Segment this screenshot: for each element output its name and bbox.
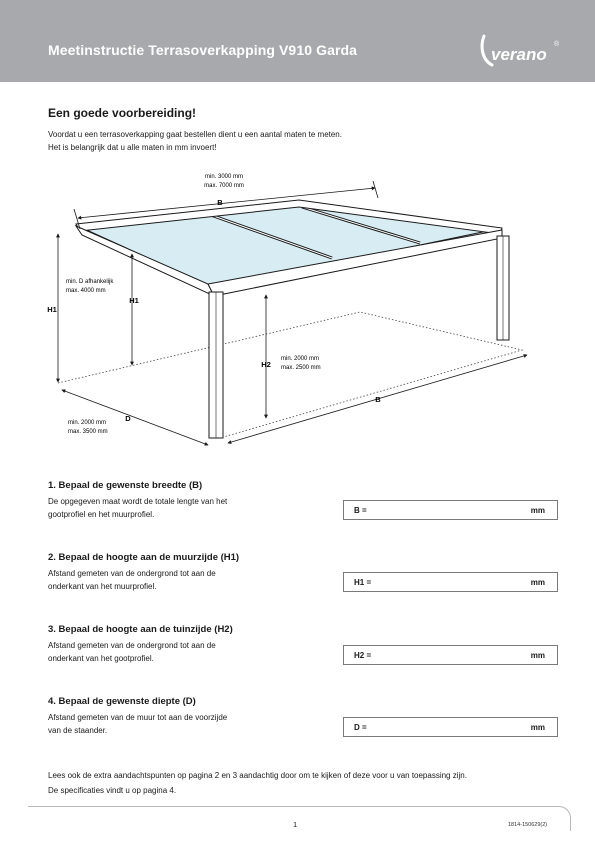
step-description	[48, 639, 288, 665]
step-line: van de staander.	[48, 726, 108, 735]
step-line: De opgegeven maat wordt de totale lengte van het	[48, 497, 228, 506]
width-b-field[interactable]	[343, 500, 558, 520]
field-label: H1 =	[354, 578, 372, 587]
step-title: 3. Bepaal de hoogte aan de tuinzijde (H2)	[48, 624, 233, 635]
step-line: gootprofiel en het muurprofiel.	[48, 510, 155, 519]
dim-label-b: B	[217, 198, 223, 207]
field-label: B =	[354, 506, 367, 515]
height-h2-field[interactable]	[343, 645, 558, 665]
step-description	[48, 495, 288, 521]
field-unit: mm	[530, 723, 545, 732]
canopy-drawing	[0, 160, 595, 460]
intro-line: Het is belangrijk dat u alle maten in mm invoert!	[48, 143, 217, 152]
h2-min: min. 2000 mm	[281, 356, 320, 362]
intro-line: Voordat u een terrasoverkapping gaat bestellen dient u een aantal maten te meten.	[48, 130, 342, 139]
dim-label-h1-outer: H1	[47, 305, 57, 314]
field-unit: mm	[530, 578, 545, 587]
additional-note	[48, 768, 467, 798]
section-title: Een goede voorbereiding!	[48, 106, 197, 120]
field-unit: mm	[530, 506, 545, 515]
step-line: Afstand gemeten van de ondergrond tot aan de	[48, 569, 216, 578]
field-label: D =	[354, 723, 367, 732]
intro-text	[48, 128, 342, 154]
dim-label-b-bottom: B	[375, 395, 381, 404]
dim-label-d: D	[125, 414, 131, 423]
page-header	[0, 0, 595, 82]
field-label: H2 =	[354, 651, 372, 660]
dim-b-min: min. 3000 mm	[204, 174, 244, 180]
d-min: min. 2000 mm	[68, 420, 107, 426]
dim-label-h2: H2	[261, 360, 271, 369]
height-h1-field[interactable]	[343, 572, 558, 592]
step-description	[48, 567, 288, 593]
dim-b-max: max. 7000 mm	[204, 183, 244, 189]
step-height-wall	[48, 552, 288, 593]
step-description	[48, 711, 288, 737]
footer-divider	[28, 806, 571, 831]
verano-logo	[478, 32, 562, 68]
step-line: Afstand gemeten van de muur tot aan de voorzijde	[48, 713, 228, 722]
registered-mark: ®	[554, 41, 560, 48]
logo-wordmark: verano	[491, 45, 547, 64]
step-line: onderkant van het muurprofiel.	[48, 582, 157, 591]
h1-note-max: max. 4000 mm	[66, 288, 106, 294]
step-height-garden	[48, 624, 288, 665]
document-title: Meetinstructie Terrasoverkapping V910 Garda	[48, 42, 358, 58]
h1-note-min: min. D afhankelijk	[66, 279, 114, 285]
field-unit: mm	[530, 651, 545, 660]
step-line: onderkant van het gootprofiel.	[48, 654, 154, 663]
depth-d-field[interactable]	[343, 717, 558, 737]
step-title: 1. Bepaal de gewenste breedte (B)	[48, 480, 203, 491]
note-line: Lees ook de extra aandachtspunten op pagina 2 en 3 aandachtig door om te kijken of deze voor u van toepassing zijn.	[48, 771, 467, 780]
step-depth	[48, 696, 288, 737]
d-max: max. 3500 mm	[68, 429, 108, 435]
step-title: 2. Bepaal de hoogte aan de muurzijde (H1)	[48, 552, 240, 563]
step-title: 4. Bepaal de gewenste diepte (D)	[48, 696, 196, 707]
document-code: 1814-150629(2)	[508, 822, 548, 828]
step-width	[48, 480, 288, 521]
h2-max: max. 2500 mm	[281, 365, 321, 371]
note-line: De specificaties vindt u op pagina 4.	[48, 786, 177, 795]
dim-label-h1-inner: H1	[129, 296, 139, 305]
page-number: 1	[293, 820, 298, 829]
step-line: Afstand gemeten van de ondergrond tot aan de	[48, 641, 216, 650]
